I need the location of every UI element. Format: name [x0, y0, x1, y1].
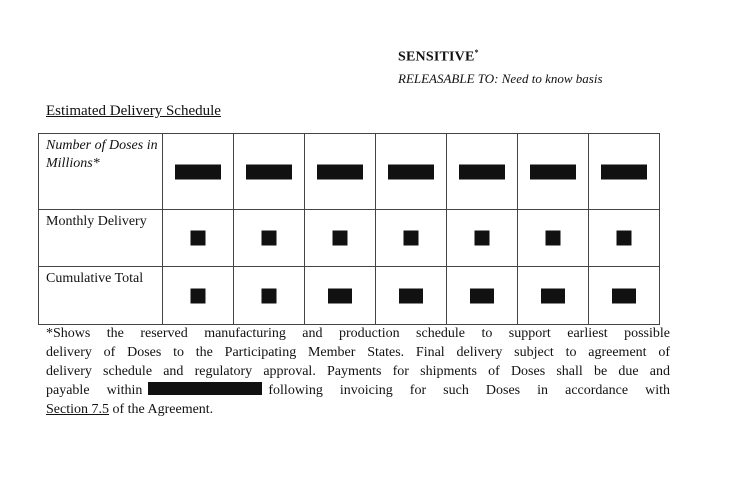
redacted-cell: [234, 267, 305, 325]
redacted-cell: [305, 210, 376, 267]
redacted-cell: [447, 134, 518, 210]
redacted-cell: [518, 210, 589, 267]
footnote-line: delivery schedule and regulatory approval. Payments for shipments of Doses shall be due and: [46, 364, 670, 379]
section-title: Estimated Delivery Schedule: [46, 103, 221, 119]
redacted-cell: [447, 210, 518, 267]
redacted-text: [148, 382, 262, 395]
redacted-cell: [518, 267, 589, 325]
redacted-cell: [163, 267, 234, 325]
redacted-cell: [589, 267, 660, 325]
table-row: [39, 210, 660, 267]
redacted-cell: [447, 267, 518, 325]
redacted-cell: [376, 134, 447, 210]
redacted-cell: [305, 134, 376, 210]
redacted-cell: [234, 210, 305, 267]
redacted-cell: [376, 267, 447, 325]
redacted-cell: [589, 210, 660, 267]
row-label-doses: Number of Doses in Millions*: [39, 134, 163, 210]
redacted-cell: [589, 134, 660, 210]
footnote-line: Section 7.5 of the Agreement.: [46, 402, 214, 417]
section-reference-link[interactable]: Section 7.5: [46, 402, 109, 417]
redacted-cell: [163, 210, 234, 267]
classification-label: SENSITIVE*: [398, 48, 479, 65]
redacted-cell: [234, 134, 305, 210]
redacted-cell: [376, 210, 447, 267]
redacted-cell: [518, 134, 589, 210]
footnote-paragraph: [46, 324, 670, 419]
row-label-cumulative: Cumulative Total: [39, 267, 163, 325]
table-row: [39, 134, 660, 210]
redacted-cell: [305, 267, 376, 325]
table-row: [39, 267, 660, 325]
releasable-note: RELEASABLE TO: Need to know basis: [398, 70, 603, 86]
footnote-line: delivery of Doses to the Participating Member States. Final delivery subject to agreement of: [46, 345, 670, 360]
document-header: [398, 48, 603, 87]
footnote-line: *Shows the reserved manufacturing and production schedule to support earliest possible: [46, 326, 670, 341]
row-label-monthly: Monthly Delivery: [39, 210, 163, 267]
redacted-cell: [163, 134, 234, 210]
delivery-schedule-table: [38, 133, 660, 325]
footnote-line: payable within following invoicing for such Doses in accordance with: [46, 383, 670, 398]
